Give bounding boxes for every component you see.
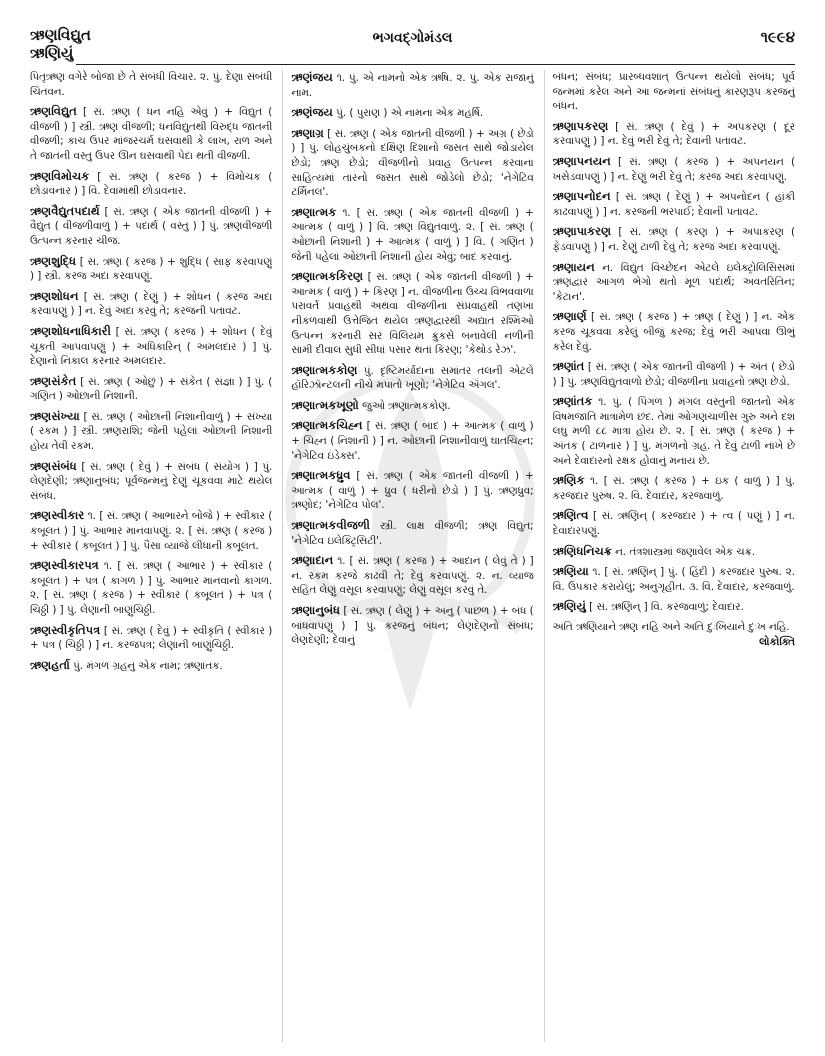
entry-definition: [ સં. ઋણ ( એક જાતની વીજળી ) + આત્મક ( વાળું ) + ધ્રુવ ( ધરીનો છેડો ) ] પું. ઋણધ્રુવ; ઋણોદ; 'નેગેટિવ પોલ'. bbox=[291, 470, 534, 512]
entry-definition: [ સં. ઋણ ( દેવું ) + સંબંધ ( સંયોગ ) ] પું. લેણદેણી; ઋણાનુબંધ; પૂર્વજન્મનું દેણું ચૂકવવા માટે થયેલ સંબંધ. bbox=[30, 460, 273, 502]
entry-headword: ઋણાત્મકકોણ bbox=[291, 362, 358, 377]
dictionary-entry bbox=[553, 394, 795, 468]
entry-definition: પિતૃઋણ વગેરે બોજા છે તે સંબંધી વિચાર. ૨. પું. દેણા સંબંધી ચિંતવન. bbox=[30, 71, 273, 98]
entry-headword: ઋણાપનોદન bbox=[552, 189, 611, 204]
guide-word-first: ઋણવિદ્યુત bbox=[30, 26, 91, 44]
entry-headword: ઋણશોધન bbox=[30, 288, 79, 303]
entry-headword: ઋણહર્તા bbox=[30, 657, 70, 672]
entry-headword: ઋણિક bbox=[552, 473, 585, 488]
entry-definition: [ સં. ઋણ ( એક જાતની વીજળી ) + અંત ( છેડો ) ] પું. ઋણવિદ્યુતવાળો છેડો; વીજળીના પ્રવાહનો ઋણ છેડો. bbox=[552, 361, 795, 388]
entry-headword: ઋણાંત bbox=[552, 359, 585, 374]
entry-headword: ઋણાર્ણ bbox=[552, 309, 587, 324]
entry-definition: બંધન; સંબંધ; પ્રારબ્ધવશાત્ ઉત્પન્ન થયેલો સંબંધ; પૂર્વ જન્મમાં કરેલ અને આ જન્મનાં સંબંધનું કારણરૂપ કરજનું બંધન. bbox=[552, 71, 795, 113]
entry-definition: [ સં. ઋણ ( બાદ ) + આત્મક ( વાળું ) + ચિહ્ન ( નિશાની ) ] ન. ઓછાની નિશાનીવાળું ઘાતચિહ્ન; 'નેગેટિવ ઇંડેક્સ'. bbox=[291, 420, 534, 462]
entry-definition: ન. તંત્રશાસ્ત્રમાં જણાવેલ એક ચક્ર. bbox=[615, 545, 756, 558]
entry-definition: [ સં. ઋણ ( ઓછાની નિશાનીવાળું ) + સંખ્યા ( રકમ ) ] સ્ત્રી. ઋણરાશિ; જેની પહેલાં ઓછાની નિશાની હોય તેવી રકમ. bbox=[30, 410, 273, 453]
entry-definition: [ સં. ઋણ ( દેણું ) + શોધન ( કરજ અદા કરવાપણું ) ] ન. દેવું અદા કરવું તે; કરજની પતાવટ. bbox=[30, 290, 273, 318]
dictionary-entry bbox=[30, 324, 272, 369]
entry-definition: [ સં. ઋણ ( ઓછું ) + સંકેત ( સંજ્ઞા ) ] પું. ( ગણિત ) ઓછાની નિશાની. bbox=[30, 375, 273, 403]
entry-definition: ૧. પું. ( પિંગળ ) મંગલ વસ્તુની જાતનો એક વિષમજાતિ માત્રામેળ છંદ. તેમાં ઓગણચાળીસ ગુરુ અને દશ લઘુ મળી ૮૮ માત્રા હોય છે. ૨. [ સં. ઋણ ( કરજ ) + અંતક ( ટાળનાર ) ] પું. મંગળનો ગ્રહ. તે દેવું ટાળી નાખે છે અને દેવાદારનો રક્ષક હોવાનું મનાય છે. bbox=[552, 396, 795, 467]
entry-headword: ઋણિત્વ bbox=[552, 508, 589, 523]
entry-definition: [ સં. ઋણ ( કરણ ) + અપાકરણ ( ફેડવાપણું ) ] ન. દેણું ટાળી દેવું તે; કરજ અદા કરવાપણું. bbox=[552, 226, 795, 253]
page-number: ૧૯૯૪ bbox=[760, 28, 795, 46]
entry-definition: [ સં. ઋણ ( એક જાતની વીજળી ) + આત્મક ( વાળું ) + કિરણ ] ન. વીજળીના ઉચ્ચ વિભવવાળા પરાવર્ત પ્રવાહથી અથવા વીજળીના સંપ્રવાહથી તણખા નીકળવાથી ઉત્તેજિત થયેલ ઋણદ્વારથી અદ્યાત રશ્મિઓ ઉત્પન્ન કરનારી સર વિલિયમ ક્રુકસે બનાવેલી નળીની સામી દીવાલ સુધી સીધાં પસાર થતાં કિરણ; 'કેથોડ રેઝ'. bbox=[291, 271, 534, 357]
entry-headword: ઋણાપકરણ bbox=[552, 118, 609, 133]
guide-word-last: ઋણિયું bbox=[30, 44, 74, 62]
entry-definition: ૧. પું. એ નામનો એક ઋષિ. ૨. પું. એક રાજાનું નામ. bbox=[291, 72, 534, 99]
dictionary-entry bbox=[30, 623, 272, 653]
entry-definition: અતિ ઋણિયાને ઋણ નહિ અને અતિ દુઃખિયાને દુઃખ નહિ. bbox=[552, 621, 790, 633]
column-3 bbox=[544, 70, 795, 1042]
dictionary-entry bbox=[30, 70, 272, 99]
entry-definition: [ સં. ઋણ ( ધન નહિ એવું ) + વિદ્યુત ( વીજળી ) ] સ્ત્રી. ઋણ વીજળી; ધનવિદ્યુતથી વિરુદ્ધ જાતની વીજળી; કાચ ઉપર માંજરચર્મ ઘસવાથી કે લાખ, રાળ અને તે જાતની વસ્તુ ઉપર ઊન ઘસવાથી પેદા થતી વીજળી. bbox=[30, 106, 273, 162]
column-2 bbox=[282, 70, 533, 1042]
dictionary-entry bbox=[553, 508, 795, 538]
entry-definition: પું. ( પુરાણ ) એ નામના એક મહર્ષિ. bbox=[336, 107, 484, 120]
dictionary-entry bbox=[553, 224, 795, 254]
dictionary-entry bbox=[291, 418, 533, 463]
entry-definition: [ સં. ઋણ ( દેવું ) + સ્વીકૃતિ ( સ્વીકાર ) + પત્ર ( ચિઠ્ઠી ) ] ન. કરજપત્ર; લેણાની બાણુંચિઠ્ઠી. bbox=[30, 624, 273, 652]
dictionary-entry bbox=[553, 260, 795, 305]
dictionary-entry bbox=[291, 468, 533, 513]
dictionary-entry bbox=[30, 558, 272, 617]
dictionary-entry bbox=[291, 603, 533, 648]
dictionary-entry bbox=[30, 374, 272, 404]
entry-headword: ઋણવિદ્યુત bbox=[30, 104, 77, 119]
entry-definition: ૧. [ સં. ઋણિન્ ] પું. ( હિંદી ) કરજદાર પુરુષ. ૨. વિ. ઉપકાર કરાયેલું; અનુગૃહીત. ૩. વિ. દેવાદાર, કરજવાળું. bbox=[552, 566, 795, 593]
page-header bbox=[30, 26, 795, 62]
entry-headword: ઋણાત્મકકિરણ bbox=[291, 269, 364, 284]
dictionary-entry bbox=[30, 508, 272, 553]
entry-definition: [ સં. ઋણ ( એક જાતની વીજળી ) + વૈદ્યુત ( વીજળીવાળું ) + પદાર્થ ( વસ્તુ ) ] પું. ઋણવીજળી ઉત્પન્ન કરનાર ચીજ. bbox=[30, 205, 273, 247]
entry-headword: ઋણસ્વીકૃતિપત્ર bbox=[30, 622, 101, 637]
entry-headword: ઋણાત્મકચિહ્ન bbox=[291, 418, 363, 433]
dictionary-columns bbox=[30, 70, 795, 1042]
dictionary-entry bbox=[30, 409, 272, 454]
dictionary-entry bbox=[30, 459, 272, 504]
dictionary-entry bbox=[291, 105, 533, 121]
entry-definition: [ સં. ઋણ ( કરજ ) + ઋણ ( દેણું ) ] ન. એક કરજ ચૂકવવા કરેલું બીજું કરજ; દેવું ભરી આપવા ઊભું કરેલ દેવું. bbox=[552, 311, 795, 353]
entry-definition: [ સં. ઋણ ( કરજ ) + અપનયન ( ખસેડવાપણું ) ] ન. દેણું ભરી દેવું તે; કરજ અદા કરવાપણું. bbox=[552, 155, 795, 183]
entry-definition: [ સં. ઋણિન્ ( કરજદાર ) + ત્વ ( પણું ) ] ન. દેવાદારપણું. bbox=[552, 510, 795, 538]
dictionary-entry bbox=[553, 70, 795, 114]
entry-headword: ઋણાંતક bbox=[552, 394, 593, 409]
entry-headword: ઋણાયન bbox=[552, 259, 595, 274]
entry-headword: ઋણાત્મક bbox=[291, 204, 337, 219]
dictionary-title: ભગવદ્ગોમંડલ bbox=[372, 30, 453, 46]
dictionary-entry bbox=[30, 658, 272, 674]
entry-headword: ઋણશોધનાધિકારી bbox=[30, 323, 111, 338]
entry-headword: ઋણાપનયન bbox=[552, 153, 611, 168]
dictionary-entry bbox=[291, 398, 533, 414]
entry-definition: સ્ત્રી. લાક્ષ વીજળી; ઋણ વિદ્યુત; 'નેગેટિવ ઇલેક્ટ્રિસિટી'. bbox=[291, 520, 534, 547]
entry-definition: ન. વિદ્યુત વિચ્છેદન એટલે ઇલેક્ટ્રોલિસિસમાં ઋણદ્વાર આગળ ભેગો થતો મૂળ પદાર્થ; અવતરિતિન; 'કેટાન'. bbox=[552, 261, 795, 303]
entry-definition: [ સં. ઋણ ( લેણું ) + અનુ ( પાછળ ) + બંધ ( બાંધવાપણું ) ] પું. કરજનું બંધન; લેણદેણનો સંબંધ; લેણદેણી; દેવાનું bbox=[291, 605, 534, 647]
dictionary-entry bbox=[30, 289, 272, 319]
dictionary-entry bbox=[553, 309, 795, 354]
dictionary-entry bbox=[291, 70, 533, 100]
entry-headword: ઋણિયા bbox=[552, 564, 589, 579]
dictionary-entry bbox=[291, 205, 533, 264]
entry-definition: [ સં. ઋણિન્ ] વિ. કરજવાળું; દેવાદાર. bbox=[589, 601, 744, 614]
dictionary-entry bbox=[30, 104, 272, 163]
entry-definition: ૧. [ સં. ઋણ ( આભાર ) + સ્વીકાર ( કબૂલત ) + પત્ર ( કાગળ ) ] પું. આભાર માનવાનો કાગળ. ૨. [ સં. ઋણ ( કરજ ) + સ્વીકાર ( કબૂલત ) + પત્ર ( ચિઠ્ઠી ) ] પું. લેણાની બાણુંચિઠ્ઠી. bbox=[30, 560, 273, 616]
entry-definition: [ સં. ઋણ ( દેણું ) + અપનોદન ( હાંકી કાઢવાપણું ) ] ન. કરજની ભરપાઈ; દેવાની પતાવટ. bbox=[552, 191, 795, 218]
entry-headword: ઋણાનુબંધ bbox=[291, 603, 341, 617]
dictionary-entry bbox=[553, 359, 795, 389]
header-rule bbox=[76, 64, 795, 65]
dictionary-entry bbox=[552, 620, 795, 648]
entry-definition: ૧. [ સં. ઋણ ( એક જાતની વીજળી ) + આત્મક ( વાળું ) ] વિ. ઋણ વિદ્યુતવાળું. ૨. [ સં. ઋણ ( ઓછાની નિશાની ) + આત્મક ( વાળું ) ] વિ. ( ગણિત ) જેની પહેલાં ઓછાની નિશાની હોય એવું; બાદ કરવાનું. bbox=[291, 206, 534, 263]
entry-definition: [ સં. ઋણ ( કરજ ) + શોધન ( દેવું ચૂકતી આપવાપણું ) + અધિકારિન્ ( અમલદાર ) ] પું. દેણાનો નિકાલ કરનાર અમલદાર. bbox=[30, 325, 273, 368]
dictionary-entry bbox=[30, 204, 272, 249]
entry-headword: ઋણાત્મકધ્રુવ bbox=[291, 468, 351, 483]
entry-definition: પું. દૃષ્ટિમર્યાદાના સમાંતર તલની એટલે હૉરિઝૉન્ટલની નીચે મપાતો ખૂણો; 'નેગેટિવ ઍંગલ'. bbox=[291, 364, 534, 392]
entry-definition: ૧. [ સં. ઋણ ( આભારને બોજે ) + સ્વીકાર ( કબૂલત ) ] પું. આભાર માનવાપણું. ૨. [ સં. ઋણ ( કરજ ) + સ્વીકાર ( કબૂલત ) ] પું. પૈસા વ્યાજે લીધાની કબૂલત. bbox=[30, 510, 273, 552]
dictionary-entry bbox=[291, 126, 533, 200]
entry-headword: ઋણસ્વીકાર bbox=[30, 508, 85, 523]
entry-headword: ઋણશુદ્ધિ bbox=[30, 253, 76, 268]
entry-headword: ઋણસંબંધ bbox=[30, 458, 77, 473]
dictionary-entry bbox=[291, 518, 533, 548]
dictionary-entry bbox=[553, 189, 795, 219]
entry-headword: ઋણંજય bbox=[291, 105, 333, 120]
entry-definition: [ સં. ઋણ ( કરજ ) + શુદ્ધિ ( સાફ કરવાપણું ) ] સ્ત્રી. કરજ અદા કરવાપણું. bbox=[30, 255, 273, 283]
entry-headword: ઋણાગ્ર bbox=[291, 125, 324, 140]
dictionary-entry bbox=[291, 363, 533, 393]
entry-definition: [ સં. ઋણ ( કરજ ) + વિમોચક ( છોડાવનાર ) ] વિ. દેવામાંથી છોડાવનાર. bbox=[30, 170, 273, 198]
entry-headword: ઋણાપાકરણ bbox=[552, 224, 612, 239]
dictionary-entry bbox=[553, 154, 795, 184]
dictionary-entry bbox=[553, 599, 795, 615]
entry-definition: પું. મંગળ ગ્રહનું એક નામ; ઋણાંતક. bbox=[73, 659, 223, 672]
entry-headword: ઋણંજય bbox=[291, 70, 333, 84]
entry-definition: [ સં. ઋણ ( દેવું ) + અપકરણ ( દૂર કરવાપણું ) ] ન. દેવું ભરી દેવું તે; દેવાની પતાવટ. bbox=[552, 120, 795, 148]
dictionary-entry bbox=[30, 254, 272, 284]
dictionary-entry bbox=[553, 544, 795, 560]
entry-headword: ઋણસ્વીકારપત્ર bbox=[30, 558, 99, 573]
proverb-source: લોકોક્તિ bbox=[759, 635, 795, 648]
column-1 bbox=[30, 70, 272, 1042]
dictionary-entry bbox=[291, 269, 533, 358]
dictionary-entry bbox=[291, 553, 533, 598]
entry-definition: [ સં. ઋણ ( એક જાતની વીજળી ) + અગ્ર ( છેડો ) ] પું. લોહચુંબકનો દક્ષિણ દિશાનો જસત સાથે જોડાયેલ છેડો; ઋણ છેડો; વીજળીનો પ્રવાહ ઉત્પન્ન કરવાના સાહિત્યમાં તારનો જસત સાથે જોડેલો છેડો; 'નેગેટિવ ટર્મિનલ'. bbox=[291, 127, 534, 199]
entry-headword: ઋણવિમોચક bbox=[30, 168, 90, 183]
entry-headword: ઋણાત્મકવીજળી bbox=[291, 518, 370, 533]
entry-headword: ઋણસંકેત bbox=[30, 373, 77, 388]
dictionary-entry bbox=[553, 119, 795, 149]
entry-headword: ઋણાત્મકખૂણો bbox=[291, 397, 359, 412]
entry-headword: ઋણસંખ્યા bbox=[30, 408, 80, 423]
entry-headword: ઋણાદાન bbox=[291, 553, 334, 568]
entry-definition: ૧. [ સં. ઋણ ( કરજ ) + ઇક ( વાળું ) ] પું. કરજદાર પુરુષ. ૨. વિ. દેવાદાર, કરજવાળું. bbox=[552, 475, 795, 502]
entry-definition: ૧. [ સં. ઋણ ( કરજ ) + આદાન ( લેવું તે ) ] ન. રકમ કરજે કાઢવી તે; દેવું કરવાપણું. ૨. ન. વ્યાજ સહિત લેણું વસૂલ કરવાપણું; લેણું વસૂલ કરવું તે. bbox=[291, 555, 534, 597]
entry-definition: જુઓ ઋણાત્મકકોણ. bbox=[362, 399, 451, 412]
dictionary-entry bbox=[30, 169, 272, 199]
entry-headword: ઋણવૈદ્યુતપદાર્થ bbox=[30, 203, 100, 218]
dictionary-entry bbox=[553, 473, 795, 503]
entry-headword: ઋણિયું bbox=[552, 599, 586, 614]
dictionary-entry bbox=[553, 564, 795, 594]
entry-headword: ઋણિધનિચક્ર bbox=[552, 543, 612, 558]
